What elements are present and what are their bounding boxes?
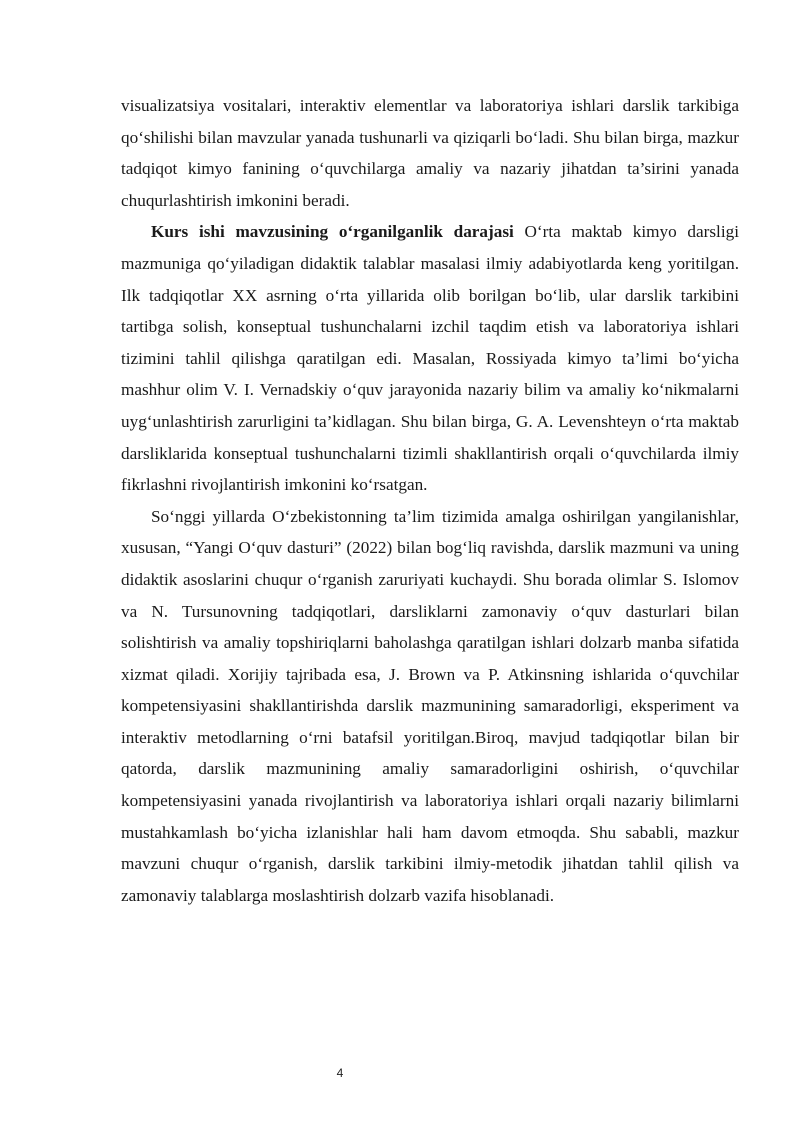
page-number: 4 — [336, 1066, 344, 1080]
paragraph-continuation: visualizatsiya vositalari, interaktiv elementlar va laboratoriya ishlari darslik tarkibiga qo‘shilishi bilan mavzular yanada tushunarli va qiziqarli bo‘ladi. Shu bilan birga, mazkur tadqiqot kimyo fanining o‘quvchilarga amaliy va nazariy jihatdan ta’sirini yanada chuqurlashtirish imkonini beradi. — [121, 96, 739, 210]
paragraph-recent-research: So‘nggi yillarda O‘zbekistonning ta’lim tizimida amalga oshirilgan yangilanishlar, xususan, “Yangi O‘quv dasturi” (2022) bilan bog‘liq ravishda, darslik mazmuni va uning didaktik asoslarini chuqur o‘rganish zaruriyati kuchaydi. Shu borada olimlar S. Islomov va N. Tursunovning tadqiqotlari, darsliklarni zamonaviy o‘quv dasturlari bilan solishtirish va amaliy topshiriqlarni baholashga qaratilgan ishlari dolzarb manba sifatida xizmat qiladi. Xorijiy tajribada esa, J. Brown va P. Atkinsning ishlarida o‘quvchilar kompetensiyasini shakllantirishda darslik mazmunining samaradorligi, eksperiment va interaktiv metodlarning o‘rni batafsil yoritilgan.Biroq, mavjud tadqiqotlar bilan bir qatorda, darslik mazmunining amaliy samaradorligini oshirish, o‘quvchilar kompetensiyasini yanada rivojlantirish va laboratoriya ishlari orqali nazariy bilimlarni mustahkamlash bo‘yicha izlanishlar hali ham davom etmoqda. Shu sababli, mazkur mavzuni chuqur o‘rganish, darslik tarkibini ilmiy-metodik jihatdan tahlil qilish va zamonaviy talablarga moslashtirish dolzarb vazifa hisoblanadi. — [121, 506, 739, 905]
section-heading: Kurs ishi mavzusining o‘rganilganlik darajasi — [151, 222, 514, 242]
paragraph-research-level — [121, 216, 739, 500]
paragraph-research-level-text: O‘rta maktab kimyo darsligi mazmuniga qo‘yiladigan didaktik talablar masalasi ilmiy adabiyotlarda keng yoritilgan. Ilk tadqiqotlar XX asrning o‘rta yillarida olib borilgan bo‘lib, ular darslik tarkibini tartibga solish, konseptual tushunchalarni izchil taqdim etish va laboratoriya ishlari tizimini tahlil qilishga qaratilgan edi. Masalan, Rossiyada kimyo ta’limi bo‘yicha mashhur olim V. I. Vernadskiy o‘quv jarayonida nazariy bilim va amaliy ko‘nikmalarni uyg‘unlashtirish zarurligini ta’kidlagan. Shu bilan birga, G. A. Levenshteyn o‘rta maktab darsliklarida konseptual tushunchalarni tizimli shakllantirish orqali o‘quvchilarda ilmiy fikrlashni rivojlantirish imkonini ko‘rsatgan. — [121, 222, 739, 495]
body-text — [121, 90, 739, 911]
